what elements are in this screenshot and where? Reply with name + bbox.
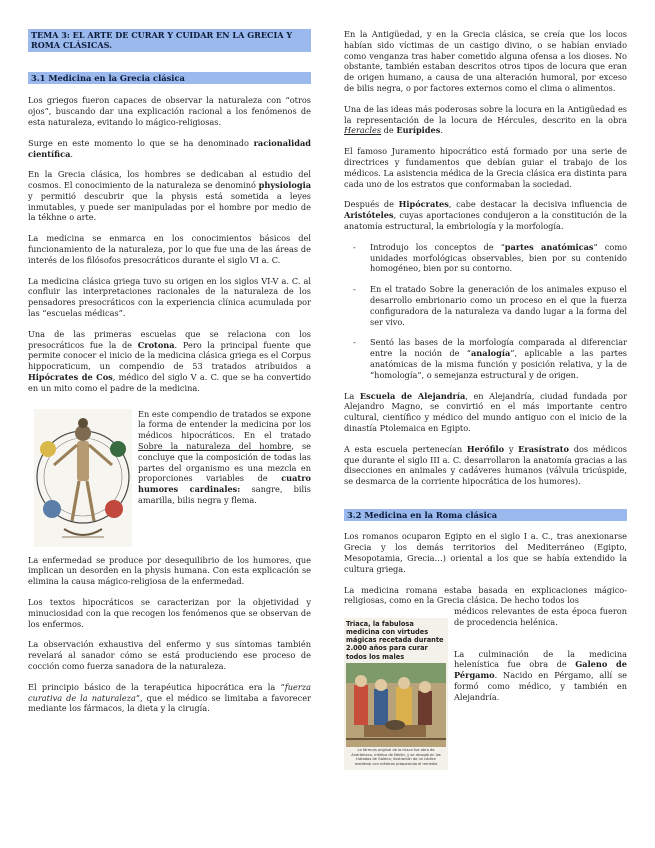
paragraph: Una de las primeras escuelas que se relaciona con los presocráticos fue la de Crotona. Pero la principal fuente que permite conocer el inicio de la medicina clásica griega es el Corpus hippocraticum, un compendio de 53 tratados atribuidos a Hipócrates de Cos, médico del siglo V a. C. que se ha convertido en un mito como el padre de la medicina. <box>28 328 311 393</box>
paragraph: Surge en este momento lo que se ha denominado racionalidad científica. <box>28 137 311 159</box>
left-column <box>28 0 311 714</box>
hippocratic-man-illustration <box>34 409 132 547</box>
figure-caption: La fórmula original de la triaca fue obra de Andrómaco, médico de Nerón, y se recogió en los tratados de Galeno; ilustración de un códice medieval con médicos preparando el remedio <box>351 748 441 766</box>
list-item: - Introdujo los conceptos de “partes anatómicas” como unidades morfológicas observables, bien por su contenido homogéneo, bien por su contorno. <box>353 241 628 274</box>
humors-paragraph: En este compendio de tratados se expone la forma de entender la medicina por los médicos hipocráticos. En el tratado Sobre la naturaleza del hombre, se concluye que la composición de todas las partes del organismo es una mezcla en proporciones variables de cuatro humores cardinales: sangre, bilis amarilla, bilis negra y flema. <box>138 408 311 506</box>
page-title: TEMA 3: EL ARTE DE CURAR Y CUIDAR EN LA GRECIA Y ROMA CLÁSICAS. <box>28 29 311 52</box>
paragraph: En la Antigüedad, y en la Grecia clásica, se creía que los locos habían sido víctimas de un castigo divino, o se habían enviado como venganza tras haber cometido alguna ofensa a los dioses. No obstante, también estaban descritos otros tipos de locura que eran de origen humano, a causa de una alteración humoral, por exceso de bilis negra, o por factores externos como el clima o alimentos. <box>344 29 627 93</box>
paragraph: La medicina se enmarca en los conocimientos básicos del funcionamiento de la naturaleza, por lo que fue una de las áreas de interés de los filósofos presocráticos durante el siglo VI a. C. <box>28 233 311 265</box>
section-heading-roma: 3.2 Medicina en la Roma clásica <box>344 509 627 522</box>
list-item: - En el tratado Sobre la generación de los animales expuso el desarrollo embrionario como un proceso en el que la fuerza configuradora de la naturaleza va dando lugar a la forma del ser vivo. <box>353 284 627 327</box>
paragraph: En la Grecia clásica, los hombres se dedicaban al estudio del cosmos. El conocimiento de la naturaleza se denominó physiologia y permitió descubrir que la physis está sometida a leyes inmutables, y puede ser manipuladas por el hombre por medio de la tékhne o arte. <box>28 169 311 223</box>
paragraph: Después de Hipócrates, cabe destacar la decisiva influencia de Aristóteles, cuyas aportaciones condujeron a la constitución de la anatomía estructural, la embriología y la morfología. <box>344 199 627 231</box>
paragraph: Los romanos ocuparon Egipto en el siglo I a. C., tras anexionarse Grecia y los demás territorios del Mediterráneo (Egipto, Mesopotamia, Grecia…) oriental a los que se había extendido la cultura griega. <box>344 531 627 574</box>
paragraph: La Escuela de Alejandría, en Alejandría, ciudad fundada por Alejandro Magno, se convirtió en el más importante centro cultural, científico y médico del mundo antiguo con el inicio de la dinastía Ptolemaica en Egipto. <box>344 390 627 433</box>
paragraph: La medicina clásica griega tuvo su origen en los siglos VI-V a. C. al confluir las interpretaciones racionales de la naturaleza de los pensadores presocráticos con la experiencia clínica acumulada por las “escuelas médicas”. <box>28 275 311 319</box>
paragraph: Los textos hipocráticos se caracterizan por la objetividad y minuciosidad con la que recogen los fenómenos que se observan de los enfermos. <box>28 597 311 629</box>
paragraph: La observación exhaustiva del enfermo y sus síntomas también revelará al sanador cómo se está produciendo ese proceso de cocción como fuerza sanadora de la naturaleza. <box>28 639 311 672</box>
paragraph: La medicina romana estaba basada en explicaciones mágico-religiosas, como en la Grecia clásica. De hecho todos los <box>344 584 627 606</box>
humors-figure-block <box>28 409 311 551</box>
triaca-illustration <box>344 663 448 747</box>
paragraph: Una de las ideas más poderosas sobre la locura en la Antigüedad es la representación de la locura de Hércules, descrito en la obra Heracles de Eurípides. <box>344 103 627 136</box>
aristotle-list <box>344 242 627 381</box>
list-item: - Sentó las bases de la morfología comparada al diferenciar entre la noción de “analogía”, aplicable a las partes anatómicas de la misma función y posición relativa, y la de “homología”, o semejanza estructural y de origen. <box>353 337 627 380</box>
right-column <box>344 0 627 785</box>
section-heading-grecia: 3.1 Medicina en la Grecia clásica <box>28 72 311 85</box>
paragraph: El principio básico de la terapéutica hipocrática era la “fuerza curativa de la naturaleza”, que el médico se limitaba a favorecer mediante los fármacos, la dieta y la cirugía. <box>28 681 311 714</box>
roma-figure-block <box>344 585 627 785</box>
paragraph: La enfermedad se produce por desequilibrio de los humores, que implican un desorden en la physis humana. Con esta explicación se elimina la causa mágico-religiosa de la enfermedad. <box>28 554 311 587</box>
paragraph: Los griegos fueron capaces de observar la naturaleza con “otros ojos”, buscando dar una explicación racional a los fenómenos de esta naturaleza, evitando lo mágico-religiosas. <box>28 95 311 127</box>
figure-headline: Triaca, la fabulosa medicina con virtudes mágicas recetada durante 2.000 años para curar todos los males <box>346 619 444 661</box>
triaca-figure <box>344 618 448 770</box>
paragraph: A esta escuela pertenecían Herófilo y Erasístrato dos médicos que durante el siglo III a. C. desarrollaron la anatomía gracias a las disecciones en animales y cadáveres humanos (válvula tricúspide, se desmarca de la corriente hipocrática de los humores). <box>344 443 628 487</box>
paragraph: La culminación de la medicina helenística fue obra de Galeno de Pérgamo. Nacido en Pérgamo, allí se formó como médico, y también en Alejandría. <box>454 648 627 702</box>
paragraph: médicos relevantes de esta época fueron de procedencia helénica. <box>454 606 627 627</box>
paragraph: El famoso Juramento hipocrático está formado por una serie de directrices y fundamentos que debían guiar el trabajo de los médicos. La asistencia médica de la Grecia clásica era distinta para cada uno de los estratos que conformaban la sociedad. <box>344 146 627 189</box>
